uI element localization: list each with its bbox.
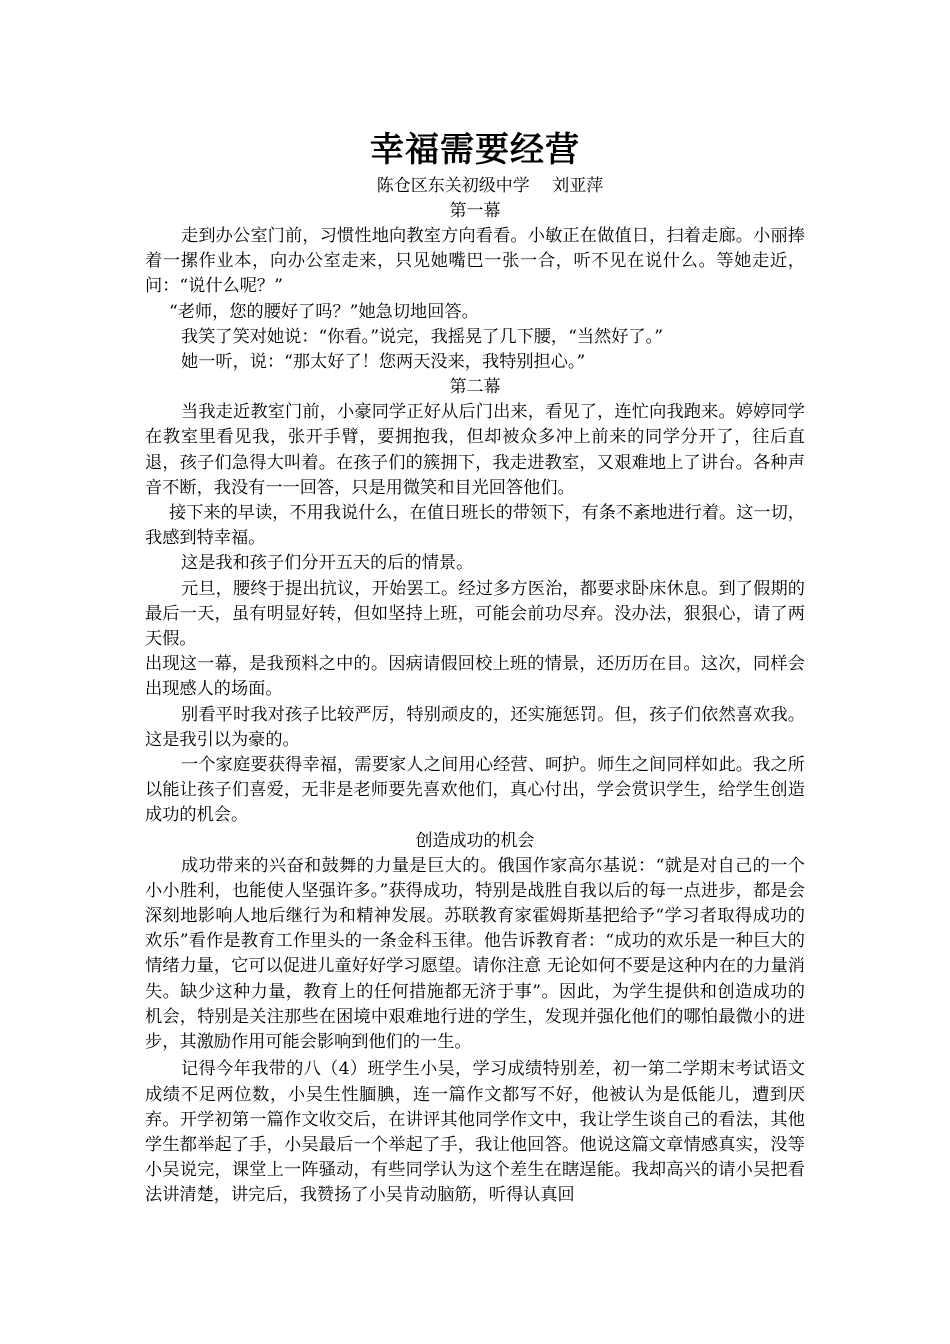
- act2-paragraph-6: 别看平时我对孩子比较严厉，特别顽皮的，还实施惩罚。但，孩子们依然喜欢我。这是我引以为豪的。: [145, 704, 805, 750]
- document-page: [145, 126, 805, 1209]
- act2-paragraph-7: 一个家庭要获得幸福，需要家人之间用心经营、呵护。师生之间同样如此。我之所以能让孩子们喜爱，无非是老师要先喜欢他们，真心付出，学会赏识学生，给学生创造成功的机会。: [145, 755, 805, 826]
- act2-paragraph-3: 这是我和孩子们分开五天的后的情景。: [181, 553, 474, 574]
- section-paragraph-2: 记得今年我带的八（4）班学生小吴，学习成绩特别差，初一第二学期末考试语文成绩不足两位数，小吴生性腼腆，连一篇作文都写不好，他被认为是低能儿，遭到厌弃。开学初第一篇作文收交后，在讲评其他同学作文中，我让学生谈自己的看法，其他学生都举起了手，小吴最后一个举起了手，我让他回答。他说这篇文章情感真实，没等小吴说完，课堂上一阵骚动，有些同学认为这个差生在瞎逞能。我却高兴的请小吴把看法讲清楚，讲完后，我赞扬了小吴肯动脑筋，听得认真回: [145, 1059, 805, 1206]
- act1-heading: 第一幕: [449, 201, 501, 221]
- act2-paragraph-2: 接下来的早读，不用我说什么，在值日班长的带领下，有条不紊地进行着。这一切，我感到特幸福。: [145, 503, 805, 549]
- act2-paragraph-4: 元旦，腰终于提出抗议，开始罢工。经过多方医治，都要求卧床休息。到了假期的最后一天，虽有明显好转，但如坚持上班，可能会前功尽弃。没办法，狠狠心，请了两天假。: [145, 578, 805, 650]
- section-heading: 创造成功的机会: [415, 830, 535, 851]
- act1-paragraph-2: “老师，您的腰好了吗？”她急切地回答。: [169, 301, 479, 322]
- act2-paragraph-1: 当我走近教室门前，小豪同学正好从后门出来，看见了，连忙向我跑来。婷婷同学在教室里看见我，张开手臂，要拥抱我，但却被众多冲上前来的同学分开了，往后直退，孩子们急得大叫着。在孩子们的簇拥下，我走进教室，又艰难地上了讲台。各种声音不断，我没有一一回答，只是用微笑和目光回答他们。: [145, 402, 805, 498]
- act2-paragraph-5: 出现这一幕，是我预料之中的。因病请假回校上班的情景，还历历在目。这次，同样会出现感人的场面。: [145, 654, 805, 700]
- act1-paragraph-4: 她一听，说：“那太好了！您两天没来，我特别担心。”: [181, 352, 586, 373]
- act1-paragraph-1: 走到办公室门前，习惯性地向教室方向看看。小敏正在做值日，扫着走廊。小丽捧着一摞作业本，向办公室走来，只见她嘴巴一张一合，听不见在说什么。等她走近，问：“说什么呢？”: [145, 226, 805, 297]
- act1-paragraph-3: 我笑了笑对她说：“你看。”说完，我摇晃了几下腰，“当然好了。”: [181, 326, 664, 347]
- document-title: 幸福需要经营: [370, 130, 580, 170]
- act2-heading: 第二幕: [449, 377, 501, 398]
- section-paragraph-1: 成功带来的兴奋和鼓舞的力量是巨大的。俄国作家高尔基说：“就是对自己的一个小小胜利，也能使人坚强许多。”获得成功，特别是战胜自我以后的每一点进步，都是会深刻地影响人地后继行为和精神发展。苏联教育家霍姆斯基把给予“学习者取得成功的欢乐”看作是教育工作里头的一条金科玉律。他告诉教育者：“成功的欢乐是一种巨大的情绪力量，它可以促进儿童好好学习愿望。请你注意 无论如何不要是这种内在的力量消失。缺少这种力量，教育上的任何措施都无济于事”。因此，为学生提供和创造成功的机会，特别是关注那些在困境中艰难地行进的学生，发现并强化他们的哪怕最微小的进步，其激励作用可能会影响到他们的一生。: [145, 855, 805, 1053]
- author-line: 陈仓区东关初级中学 刘亚萍: [376, 176, 604, 196]
